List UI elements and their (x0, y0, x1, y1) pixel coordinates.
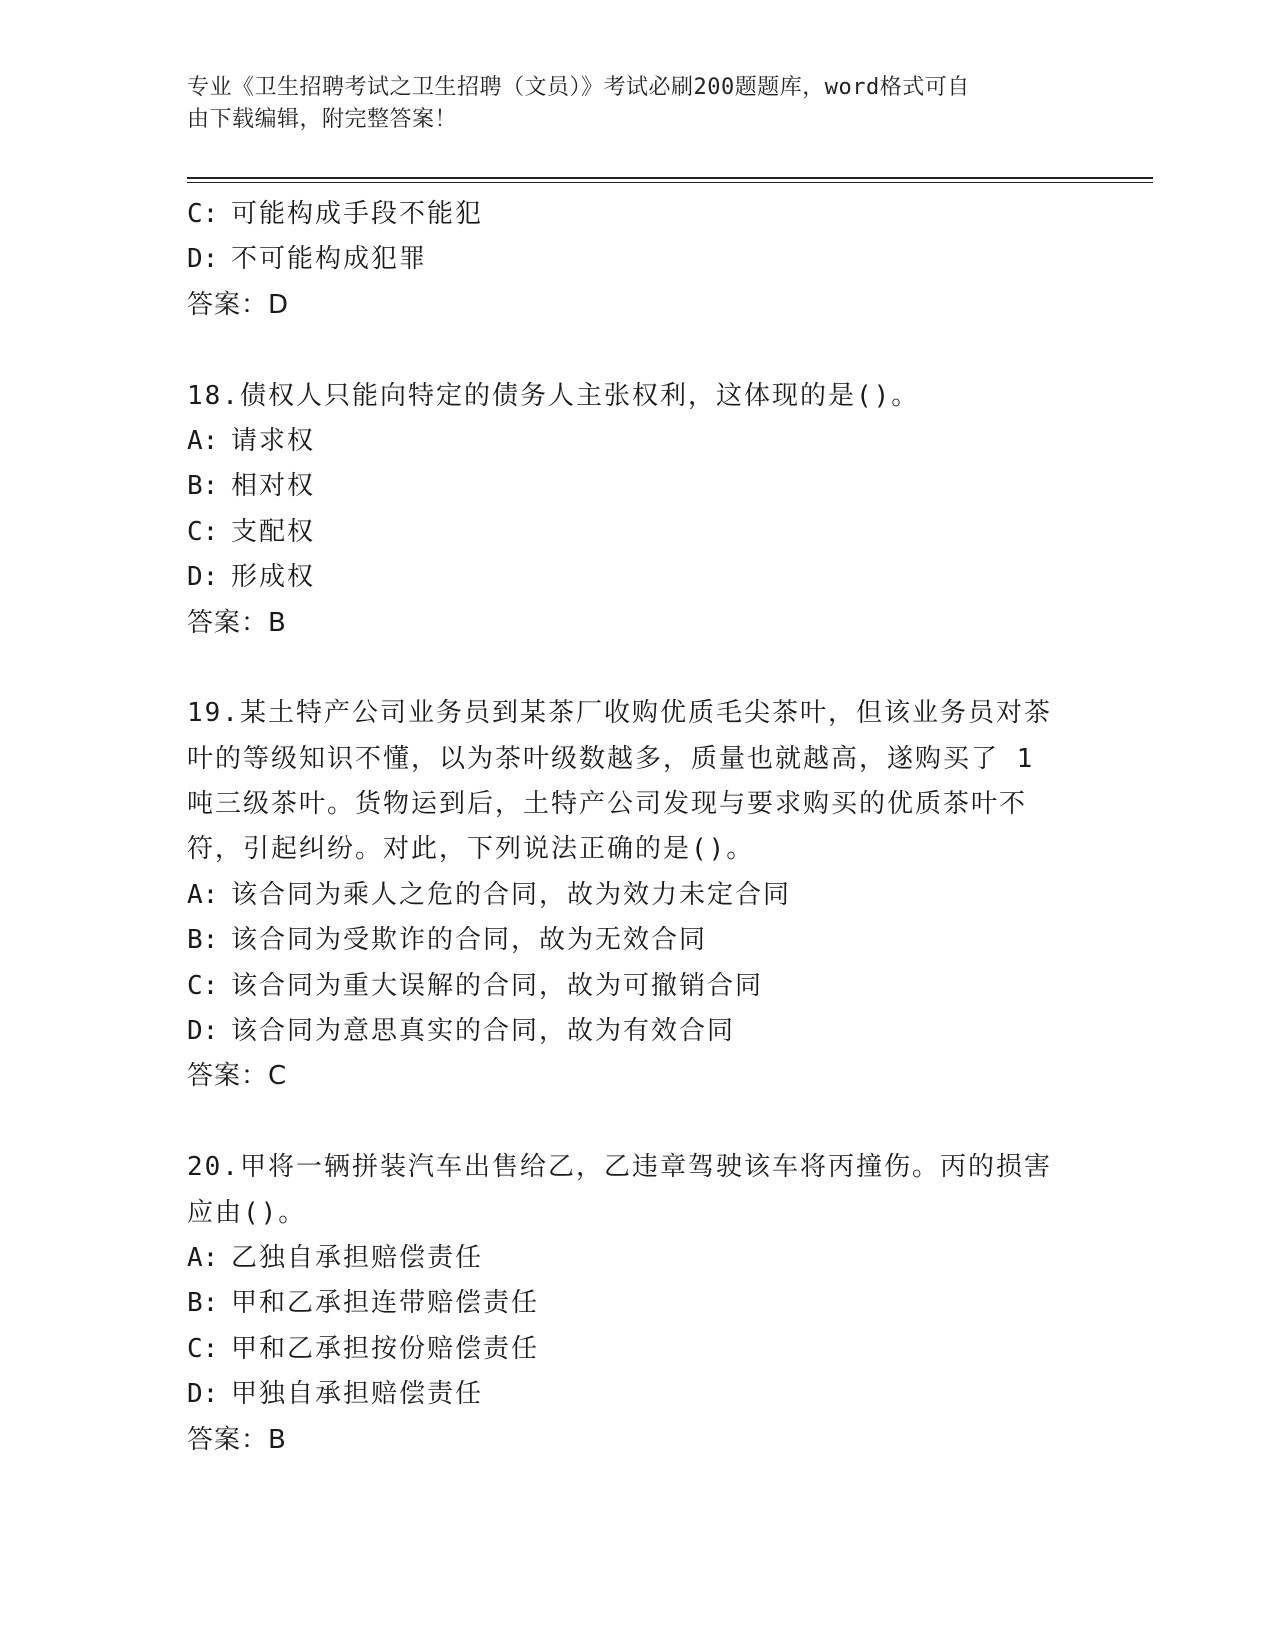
answer-line: 答案：B (187, 1424, 287, 1455)
option-d: D: 甲独自承担赔偿责任 (187, 1379, 484, 1410)
header-line-2: 由下载编辑，附完整答案！ (187, 107, 458, 132)
option-c: C: 支配权 (187, 516, 316, 547)
question-stem-line: 应由()。 (187, 1197, 307, 1228)
question-17-tail (187, 192, 1087, 328)
option-a: A: 乙独自承担赔偿责任 (187, 1242, 484, 1273)
question-list (187, 192, 1087, 1463)
option-b: B: 该合同为受欺诈的合同，故为无效合同 (187, 925, 708, 956)
option-b: B: 甲和乙承担连带赔偿责任 (187, 1288, 540, 1319)
question-stem-line: 19.某土特产公司业务员到某茶厂收购优质毛尖茶叶，但该业务员对茶 (187, 698, 1052, 729)
option-d: D: 不可能构成犯罪 (187, 244, 428, 275)
answer-line: 答案：C (187, 1061, 288, 1092)
option-a: A: 该合同为乘人之危的合同，故为效力未定合同 (187, 879, 792, 910)
question-19 (187, 691, 1087, 1100)
spacer (187, 1100, 1087, 1145)
spacer (187, 328, 1087, 373)
question-stem-line: 叶的等级知识不懂，以为茶叶级数越多，质量也就越高，遂购买了 1 (187, 743, 1035, 774)
question-stem-line: 20.甲将一辆拼装汽车出售给乙，乙违章驾驶该车将丙撞伤。丙的损害 (187, 1152, 1052, 1183)
answer-line: 答案：B (187, 607, 287, 638)
header-line-1: 专业《卫生招聘考试之卫生招聘（文员）》考试必刷200题题库，word格式可自 (187, 75, 970, 100)
question-stem-line: 吨三级茶叶。货物运到后，土特产公司发现与要求购买的优质茶叶不 (187, 789, 1028, 820)
answer-line: 答案：D (187, 289, 290, 320)
spacer (187, 646, 1087, 691)
question-stem-line: 符，引起纠纷。对此，下列说法正确的是()。 (187, 834, 755, 865)
page-header (187, 72, 1077, 136)
option-a: A: 请求权 (187, 425, 316, 456)
option-c: C: 该合同为重大误解的合同，故为可撤销合同 (187, 970, 764, 1001)
question-20 (187, 1145, 1087, 1463)
option-d: D: 该合同为意思真实的合同，故为有效合同 (187, 1016, 736, 1047)
option-c: C: 甲和乙承担按份赔偿责任 (187, 1333, 540, 1364)
option-b: B: 相对权 (187, 471, 316, 502)
header-rule-thick (187, 177, 1153, 179)
header-rule-thin (187, 182, 1153, 183)
question-stem: 18.债权人只能向特定的债务人主张权利，这体现的是()。 (187, 380, 920, 411)
option-c: C: 可能构成手段不能犯 (187, 199, 484, 229)
option-d: D: 形成权 (187, 562, 316, 593)
question-18 (187, 374, 1087, 646)
